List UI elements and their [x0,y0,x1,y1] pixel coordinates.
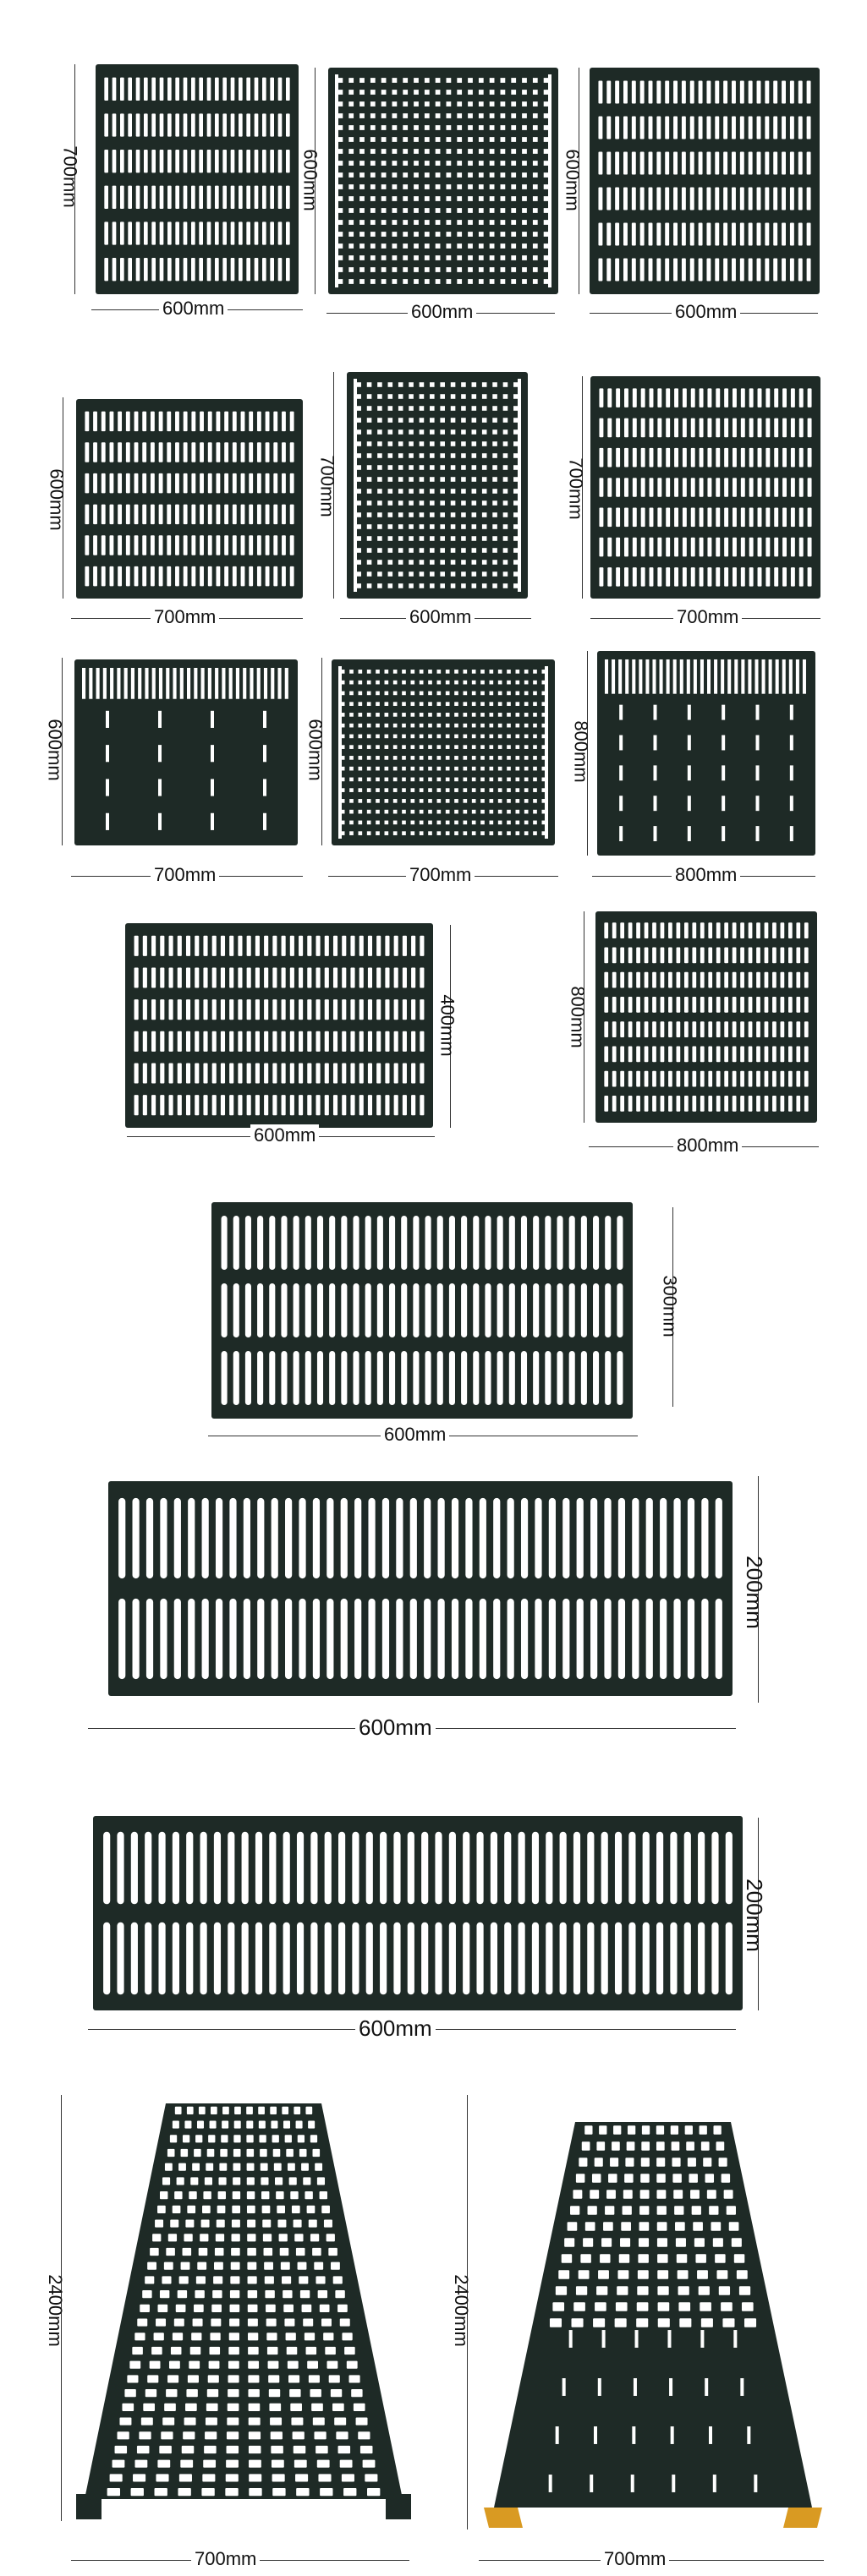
floor-mat-image [328,68,558,294]
height-label: 600mm [305,719,326,781]
height-label: 200mm [741,1879,767,1952]
height-label: 600mm [299,149,321,211]
floor-mat-image [74,659,298,845]
width-label: 600mm [355,2015,436,2042]
height-label: 600mm [44,719,66,781]
height-label: 600mm [562,149,584,211]
height-label: 700mm [316,455,338,517]
height-label: 700mm [59,145,81,208]
floor-mat-image [211,1202,633,1419]
width-label: 700mm [673,606,742,628]
width-label: 600mm [355,1715,436,1741]
width-label: 700mm [151,606,219,628]
width-label: 700mm [406,864,475,886]
floor-mat-image [347,372,528,599]
floor-mat-image [597,651,815,856]
floor-mat-image [590,68,820,294]
height-label: 800mm [570,720,592,783]
floor-mat-image [332,659,555,845]
floor-mat-image [74,2095,413,2528]
height-label: 2400mm [450,2274,472,2347]
floor-mat-image [595,911,817,1123]
width-label: 600mm [250,1124,319,1146]
floor-mat-image [76,399,303,599]
floor-mat-image [125,923,433,1128]
floor-mat-image [96,64,299,294]
width-label: 600mm [408,301,476,323]
height-label: 700mm [565,457,587,520]
height-label: 200mm [741,1556,767,1629]
width-label: 700mm [191,2548,260,2570]
floor-mat-image [108,1481,733,1696]
width-label: 600mm [381,1424,449,1446]
floor-mat-image [93,1816,743,2010]
height-label: 2400mm [44,2274,66,2347]
floor-mat-image [590,376,820,599]
width-label: 600mm [672,301,740,323]
floor-mat-image [484,2114,822,2536]
width-label: 700mm [151,864,219,886]
width-label: 600mm [406,606,475,628]
width-label: 800mm [672,864,740,886]
height-label: 300mm [659,1275,681,1337]
width-label: 700mm [601,2548,669,2570]
height-label: 600mm [46,468,68,531]
height-label: 400mm [436,994,458,1057]
height-label: 800mm [567,986,589,1048]
width-label: 800mm [673,1135,742,1157]
width-label: 600mm [159,298,228,320]
